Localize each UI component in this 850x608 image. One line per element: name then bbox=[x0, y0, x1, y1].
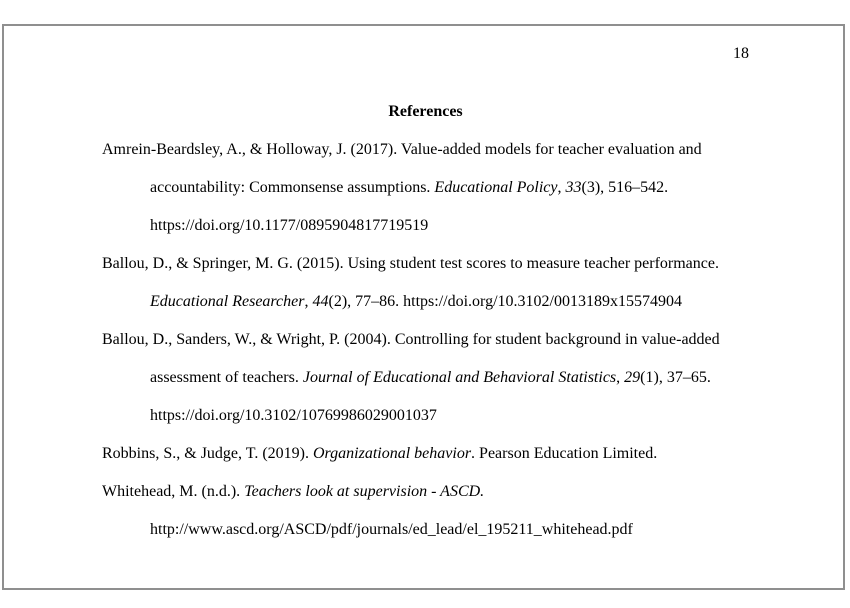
reference-text-segment: (3), 516–542. bbox=[581, 179, 669, 196]
reference-title-segment: Educational Policy bbox=[434, 179, 558, 196]
reference-title-segment: Organizational behavior bbox=[312, 445, 472, 462]
reference-line bbox=[102, 321, 749, 359]
page-content bbox=[4, 42, 843, 549]
reference-text-segment: Ballou, D., Sanders, W., & Wright, P. (2004). Controlling for student background in value-added bbox=[102, 331, 720, 348]
reference-line bbox=[102, 169, 749, 207]
references-list bbox=[102, 131, 749, 549]
reference-text-segment: Whitehead, M. (n.d.). bbox=[102, 483, 245, 500]
references-heading: References bbox=[388, 103, 463, 120]
reference-title-segment: Teachers look at supervision - ASCD. bbox=[244, 483, 485, 500]
reference-text-segment: (2), 77–86. https://doi.org/10.3102/0013189x15574904 bbox=[328, 293, 682, 310]
reference-line bbox=[102, 511, 749, 549]
reference-title-segment: Journal of Educational and Behavioral Statistics bbox=[302, 369, 617, 386]
reference-text-segment: accountability: Commonsense assumptions. bbox=[150, 179, 435, 196]
reference-line bbox=[102, 359, 749, 397]
reference-title-segment: Educational Researcher bbox=[150, 293, 305, 310]
reference-line bbox=[102, 131, 749, 169]
reference-line bbox=[102, 473, 749, 511]
reference-text-segment: Ballou, D., & Springer, M. G. (2015). Using student test scores to measure teacher performance. bbox=[102, 255, 719, 272]
reference-line bbox=[102, 283, 749, 321]
reference-text-segment: https://doi.org/10.1177/0895904817719519 bbox=[150, 217, 429, 234]
reference-text-segment: , bbox=[304, 293, 313, 310]
reference-line bbox=[102, 397, 749, 435]
reference-title-segment: 33 bbox=[565, 179, 582, 196]
reference-text-segment: assessment of teachers. bbox=[150, 369, 303, 386]
reference-entry bbox=[102, 321, 749, 435]
document-page bbox=[2, 24, 845, 590]
reference-text-segment: , bbox=[557, 179, 566, 196]
reference-text-segment: Amrein-Beardsley, A., & Holloway, J. (2017). Value-added models for teacher evaluation and bbox=[102, 141, 702, 158]
reference-text-segment: http://www.ascd.org/ASCD/pdf/journals/ed_lead/el_195211_whitehead.pdf bbox=[150, 521, 633, 538]
reference-text-segment: (1), 37–65. bbox=[640, 369, 711, 386]
reference-title-segment: 29 bbox=[624, 369, 641, 386]
reference-entry bbox=[102, 473, 749, 549]
reference-line bbox=[102, 245, 749, 283]
reference-line bbox=[102, 207, 749, 245]
reference-text-segment: . Pearson Education Limited. bbox=[471, 445, 658, 462]
reference-entry bbox=[102, 131, 749, 245]
reference-line bbox=[102, 435, 749, 473]
reference-text-segment: Robbins, S., & Judge, T. (2019). bbox=[102, 445, 313, 462]
reference-text-segment: , bbox=[616, 369, 625, 386]
reference-entry bbox=[102, 245, 749, 321]
reference-entry bbox=[102, 435, 749, 473]
reference-title-segment: 44 bbox=[312, 293, 329, 310]
page-number: 18 bbox=[733, 45, 749, 62]
reference-text-segment: https://doi.org/10.3102/10769986029001037 bbox=[150, 407, 437, 424]
